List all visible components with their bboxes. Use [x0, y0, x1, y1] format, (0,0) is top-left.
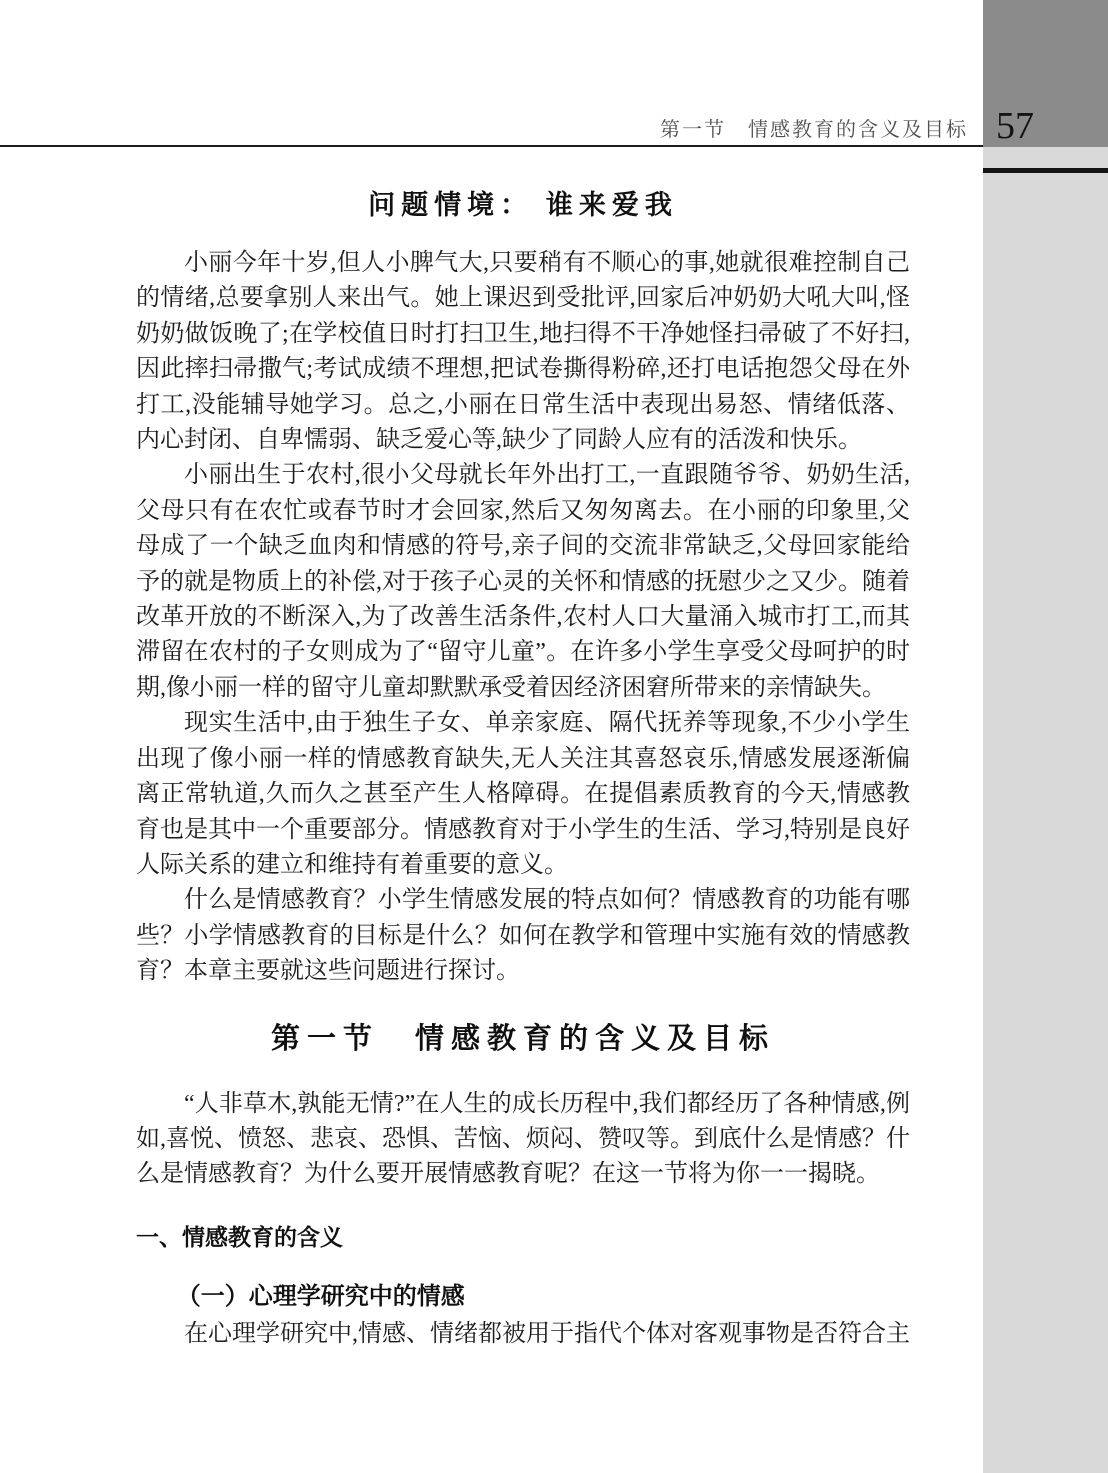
heading-level-2: （一）心理学研究中的情感: [176, 1283, 465, 1310]
section-lead-paragraph: “人非草木,孰能无情?”在人生的成长历程中,我们都经历了各种情感,例如,喜悦、愤怒、悲哀、恐惧、苦恼、烦闷、赞叹等。到底什么是情感？什么是情感教育？为什么要开展情感教育呢？在这一节将为你一一揭晓。: [136, 1090, 910, 1188]
side-band-dark-block: [983, 0, 1108, 147]
section-body-first-line: 在心理学研究中,情感、情绪都被用于指代个体对客观事物是否符合主: [184, 1320, 910, 1347]
section-title: 第一节 情感教育的含义及目标: [270, 1022, 775, 1055]
case-paragraph-2: 小丽出生于农村,很小父母就长年外出打工,一直跟随爷爷、奶奶生活,父母只有在农忙或春节时才会回家,然后又匆匆离去。在小丽的印象里,父母成了一个缺乏血肉和情感的符号,亲子间的交流非常缺乏,父母回家能给予的就是物质上的补偿,对于孩子心灵的关怀和情感的抚慰少之又少。随着改革开放的不断深入,为了改善生活条件,农村人口大量涌入城市打工,而其滞留在农村的子女则成为了“留守儿童”。在许多小学生享受父母呵护的时期,像小丽一样的留守儿童却默默承受着因经济困窘所带来的亲情缺失。: [136, 462, 910, 701]
running-header: 第一节 情感教育的含义及目标: [660, 119, 968, 141]
case-paragraph-3: 现实生活中,由于独生子女、单亲家庭、隔代抚养等现象,不少小学生出现了像小丽一样的情感教育缺失,无人关注其喜怒哀乐,情感发展逐渐偏离正常轨道,久而久之甚至产生人格障碍。在提倡素质教育的今天,情感教育也是其中一个重要部分。情感教育对于小学生的生活、学习,特别是良好人际关系的建立和维持有着重要的意义。: [136, 710, 910, 878]
page-content: [136, 147, 910, 1352]
page-number: 57: [996, 105, 1034, 147]
case-box-title: 问题情境： 谁来爱我: [368, 190, 678, 220]
case-paragraph-1: 小丽今年十岁,但人小脾气大,只要稍有不顺心的事,她就很难控制自己的情绪,总要拿别人来出气。她上课迟到受批评,回家后冲奶奶大吼大叫,怪奶奶做饭晚了;在学校值日时打扫卫生,地扫得不干净她怪扫帚破了不好扫,因此摔扫帚撒气;考试成绩不理想,把试卷撕得粉碎,还打电话抱怨父母在外打工,没能辅导她学习。总之,小丽在日常生活中表现出易怒、情绪低落、内心封闭、自卑懦弱、缺乏爱心等,缺少了同龄人应有的活泼和快乐。: [136, 250, 910, 454]
side-band: [983, 0, 1108, 1473]
heading-level-1: 一、情感教育的含义: [136, 1223, 343, 1250]
side-band-rule: [983, 168, 1108, 173]
chapter-intro-paragraph: 什么是情感教育？小学生情感发展的特点如何？情感教育的功能有哪些？小学情感教育的目标是什么？如何在教学和管理中实施有效的情感教育？本章主要就这些问题进行探讨。: [136, 887, 910, 985]
